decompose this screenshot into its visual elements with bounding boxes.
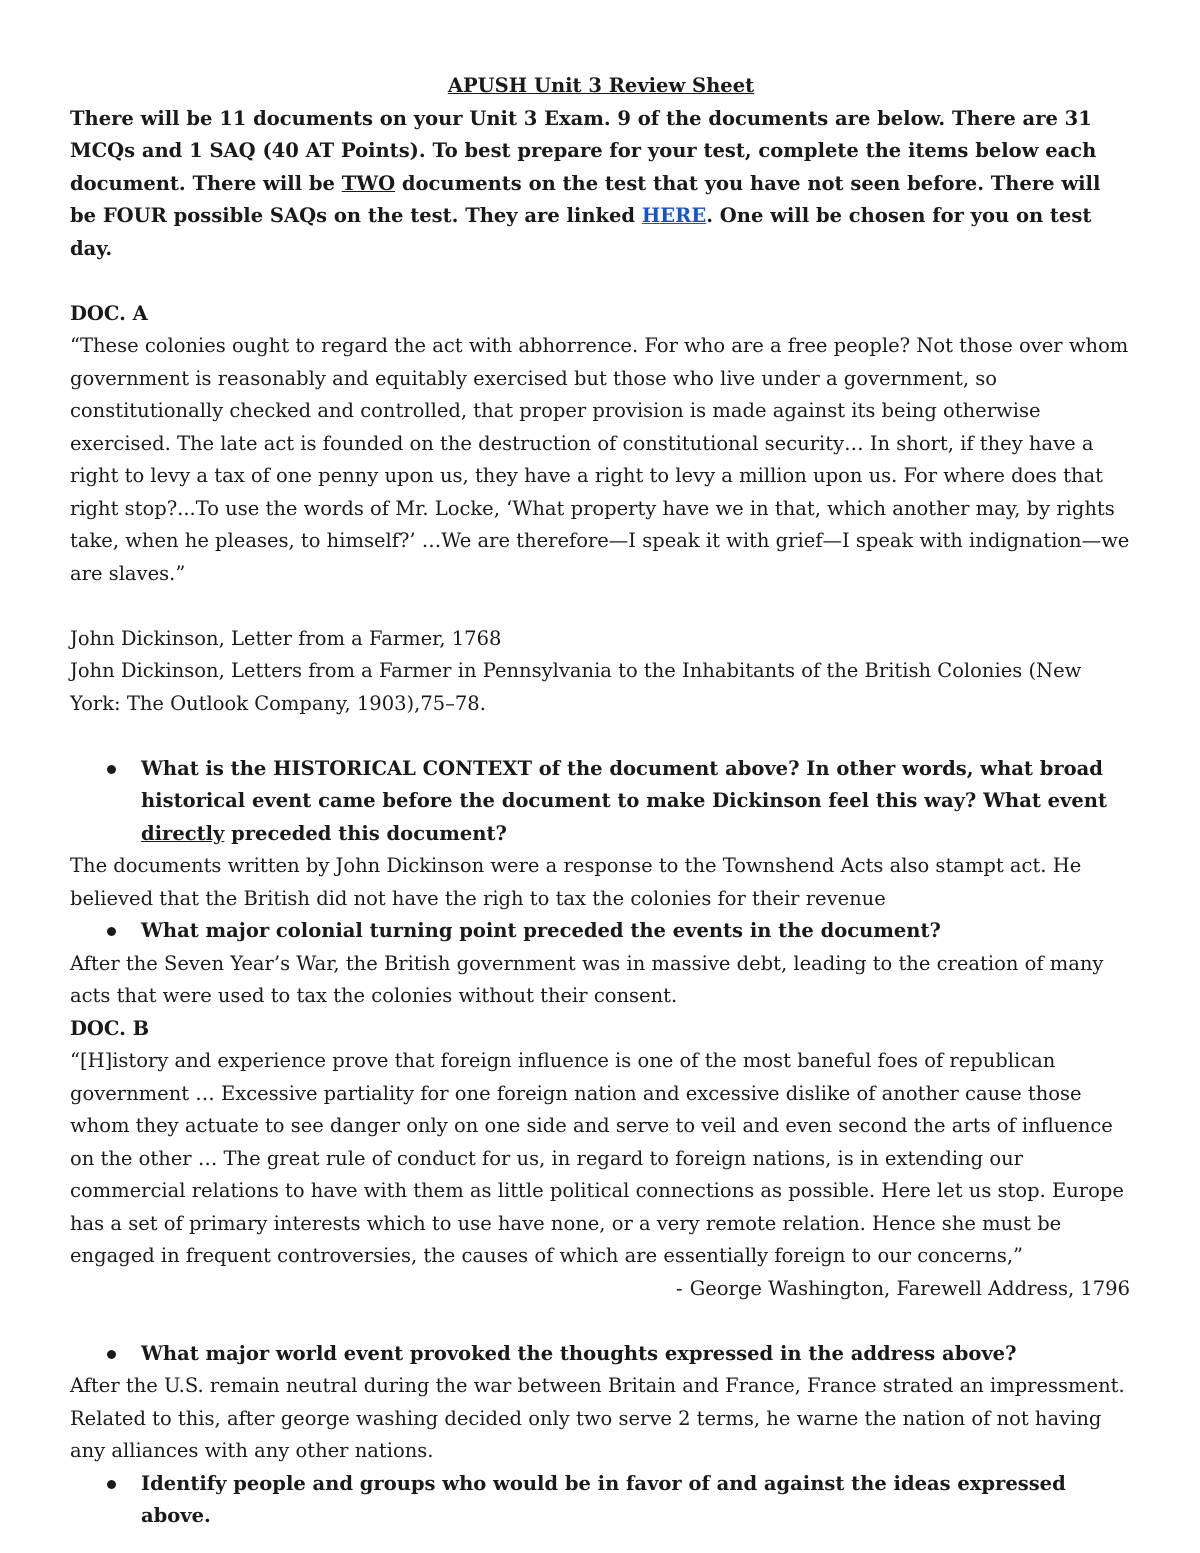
doc-b-question-list-2 <box>70 1468 1132 1533</box>
doc-a-question-1-emphasis: directly <box>141 821 225 845</box>
doc-a-source-full: John Dickinson, Letters from a Farmer in Pennsylvania to the Inhabitants of the British Colonies (New York: The Outlook Company, 1903),75–78. <box>70 659 1082 715</box>
doc-a-question-list-2 <box>70 915 1132 948</box>
attribution-text: George Washington, Farewell Address, 1796 <box>689 1276 1130 1300</box>
spacer <box>70 590 1132 623</box>
doc-a-source-short: John Dickinson, Letter from a Farmer, 1768 <box>70 626 502 650</box>
doc-a-question-2-text: What major colonial turning point preceded the events in the document? <box>141 919 941 942</box>
doc-a-answer-1: The documents written by John Dickinson were a response to the Townshend Acts also stampt act. He believed that the British did not have the righ to tax the colonies for their revenue <box>70 854 1082 910</box>
doc-a-answer-2: After the Seven Year’s War, the British government was in massive debt, leading to the creation of many acts that were used to tax the colonies without their consent. <box>70 951 1104 1007</box>
intro-text-2: documents on the test that you have not seen before. There will be FOUR possible SAQs on the test. They are linked <box>70 171 1101 227</box>
intro-two-emphasis: TWO <box>341 171 396 195</box>
spacer <box>70 265 1132 298</box>
doc-b-question-list-1 <box>70 1338 1132 1371</box>
bullet-icon <box>107 927 116 936</box>
doc-a-question-1-text-1: What is the HISTORICAL CONTEXT of the document above? In other words, what broad historical event came before the document to make Dickinson feel this way? What event <box>141 756 1107 812</box>
bullet-icon <box>107 1480 116 1489</box>
saq-link[interactable]: HERE <box>641 204 707 227</box>
doc-b-label: DOC. B <box>70 1016 150 1040</box>
document-body <box>70 70 1132 1533</box>
doc-a-question-list-1 <box>70 753 1132 851</box>
doc-b-question-2 <box>70 1468 1132 1533</box>
doc-b-question-1-text: What major world event provoked the thoughts expressed in the address above? <box>141 1341 1017 1365</box>
page-title: APUSH Unit 3 Review Sheet <box>447 74 755 97</box>
doc-b-answer-1: After the U.S. remain neutral during the war between Britain and France, France strated an impressment. Related to this, after george washing decided only two serve 2 terms, he warne the nation of not having any alliances with any other nations. <box>70 1374 1125 1462</box>
doc-b-attribution <box>70 1273 1132 1306</box>
spacer <box>70 720 1132 753</box>
doc-a-question-1-text-2: preceded this document? <box>224 821 507 845</box>
bullet-icon <box>107 765 116 774</box>
intro-text-3: . One will be chosen for you on test day. <box>70 204 1092 260</box>
doc-a-question-2 <box>70 915 1132 948</box>
doc-b-question-1 <box>70 1338 1132 1371</box>
intro-text-1: There will be 11 documents on your Unit 3 Exam. 9 of the documents are below. There are 31 MCQs and 1 SAQ (40 AT Points). To best prepare for your test, complete the items below each document. There will be <box>70 106 1097 195</box>
spacer <box>70 1305 1132 1338</box>
doc-a-label: DOC. A <box>70 301 148 325</box>
doc-a-question-1 <box>70 753 1132 851</box>
doc-b-quote: “[H]istory and experience prove that foreign influence is one of the most baneful foes of republican government … Excessive partiality for one foreign nation and excessive dislike of another cause those whom they actuate to see danger only on one side and serve to veil and even second the arts of influence on the other … The great rule of conduct for us, in regard to foreign nations, is in extending our commercial relations to have with them as little political connections as possible. Here let us stop. Europe has a set of primary interests which to use have none, or a very remote relation. Hence she must be engaged in frequent controversies, the causes of which are essentially foreign to our concerns,” <box>70 1049 1124 1267</box>
intro-paragraph <box>70 103 1132 266</box>
doc-a-quote: “These colonies ought to regard the act with abhorrence. For who are a free people? Not those over whom government is reasonably and equitably exercised but those who live under a government, so constitutionally checked and controlled, that proper provision is made against its being otherwise exercised. The late act is founded on the destruction of constitutional security… In short, if they have a right to levy a tax of one penny upon us, they have a right to levy a million upon us. For where does that right stop?...To use the words of Mr. Locke, ‘What property have we in that, which another may, by rights take, when he pleases, to himself?’ …We are therefore—I speak it with grief—I speak with indignation—we are slaves.” <box>70 334 1130 585</box>
attribution-dash: - <box>676 1276 683 1300</box>
doc-b-question-2-text: Identify people and groups who would be in favor of and against the ideas expressed above. <box>141 1471 1066 1527</box>
bullet-icon <box>107 1350 116 1359</box>
